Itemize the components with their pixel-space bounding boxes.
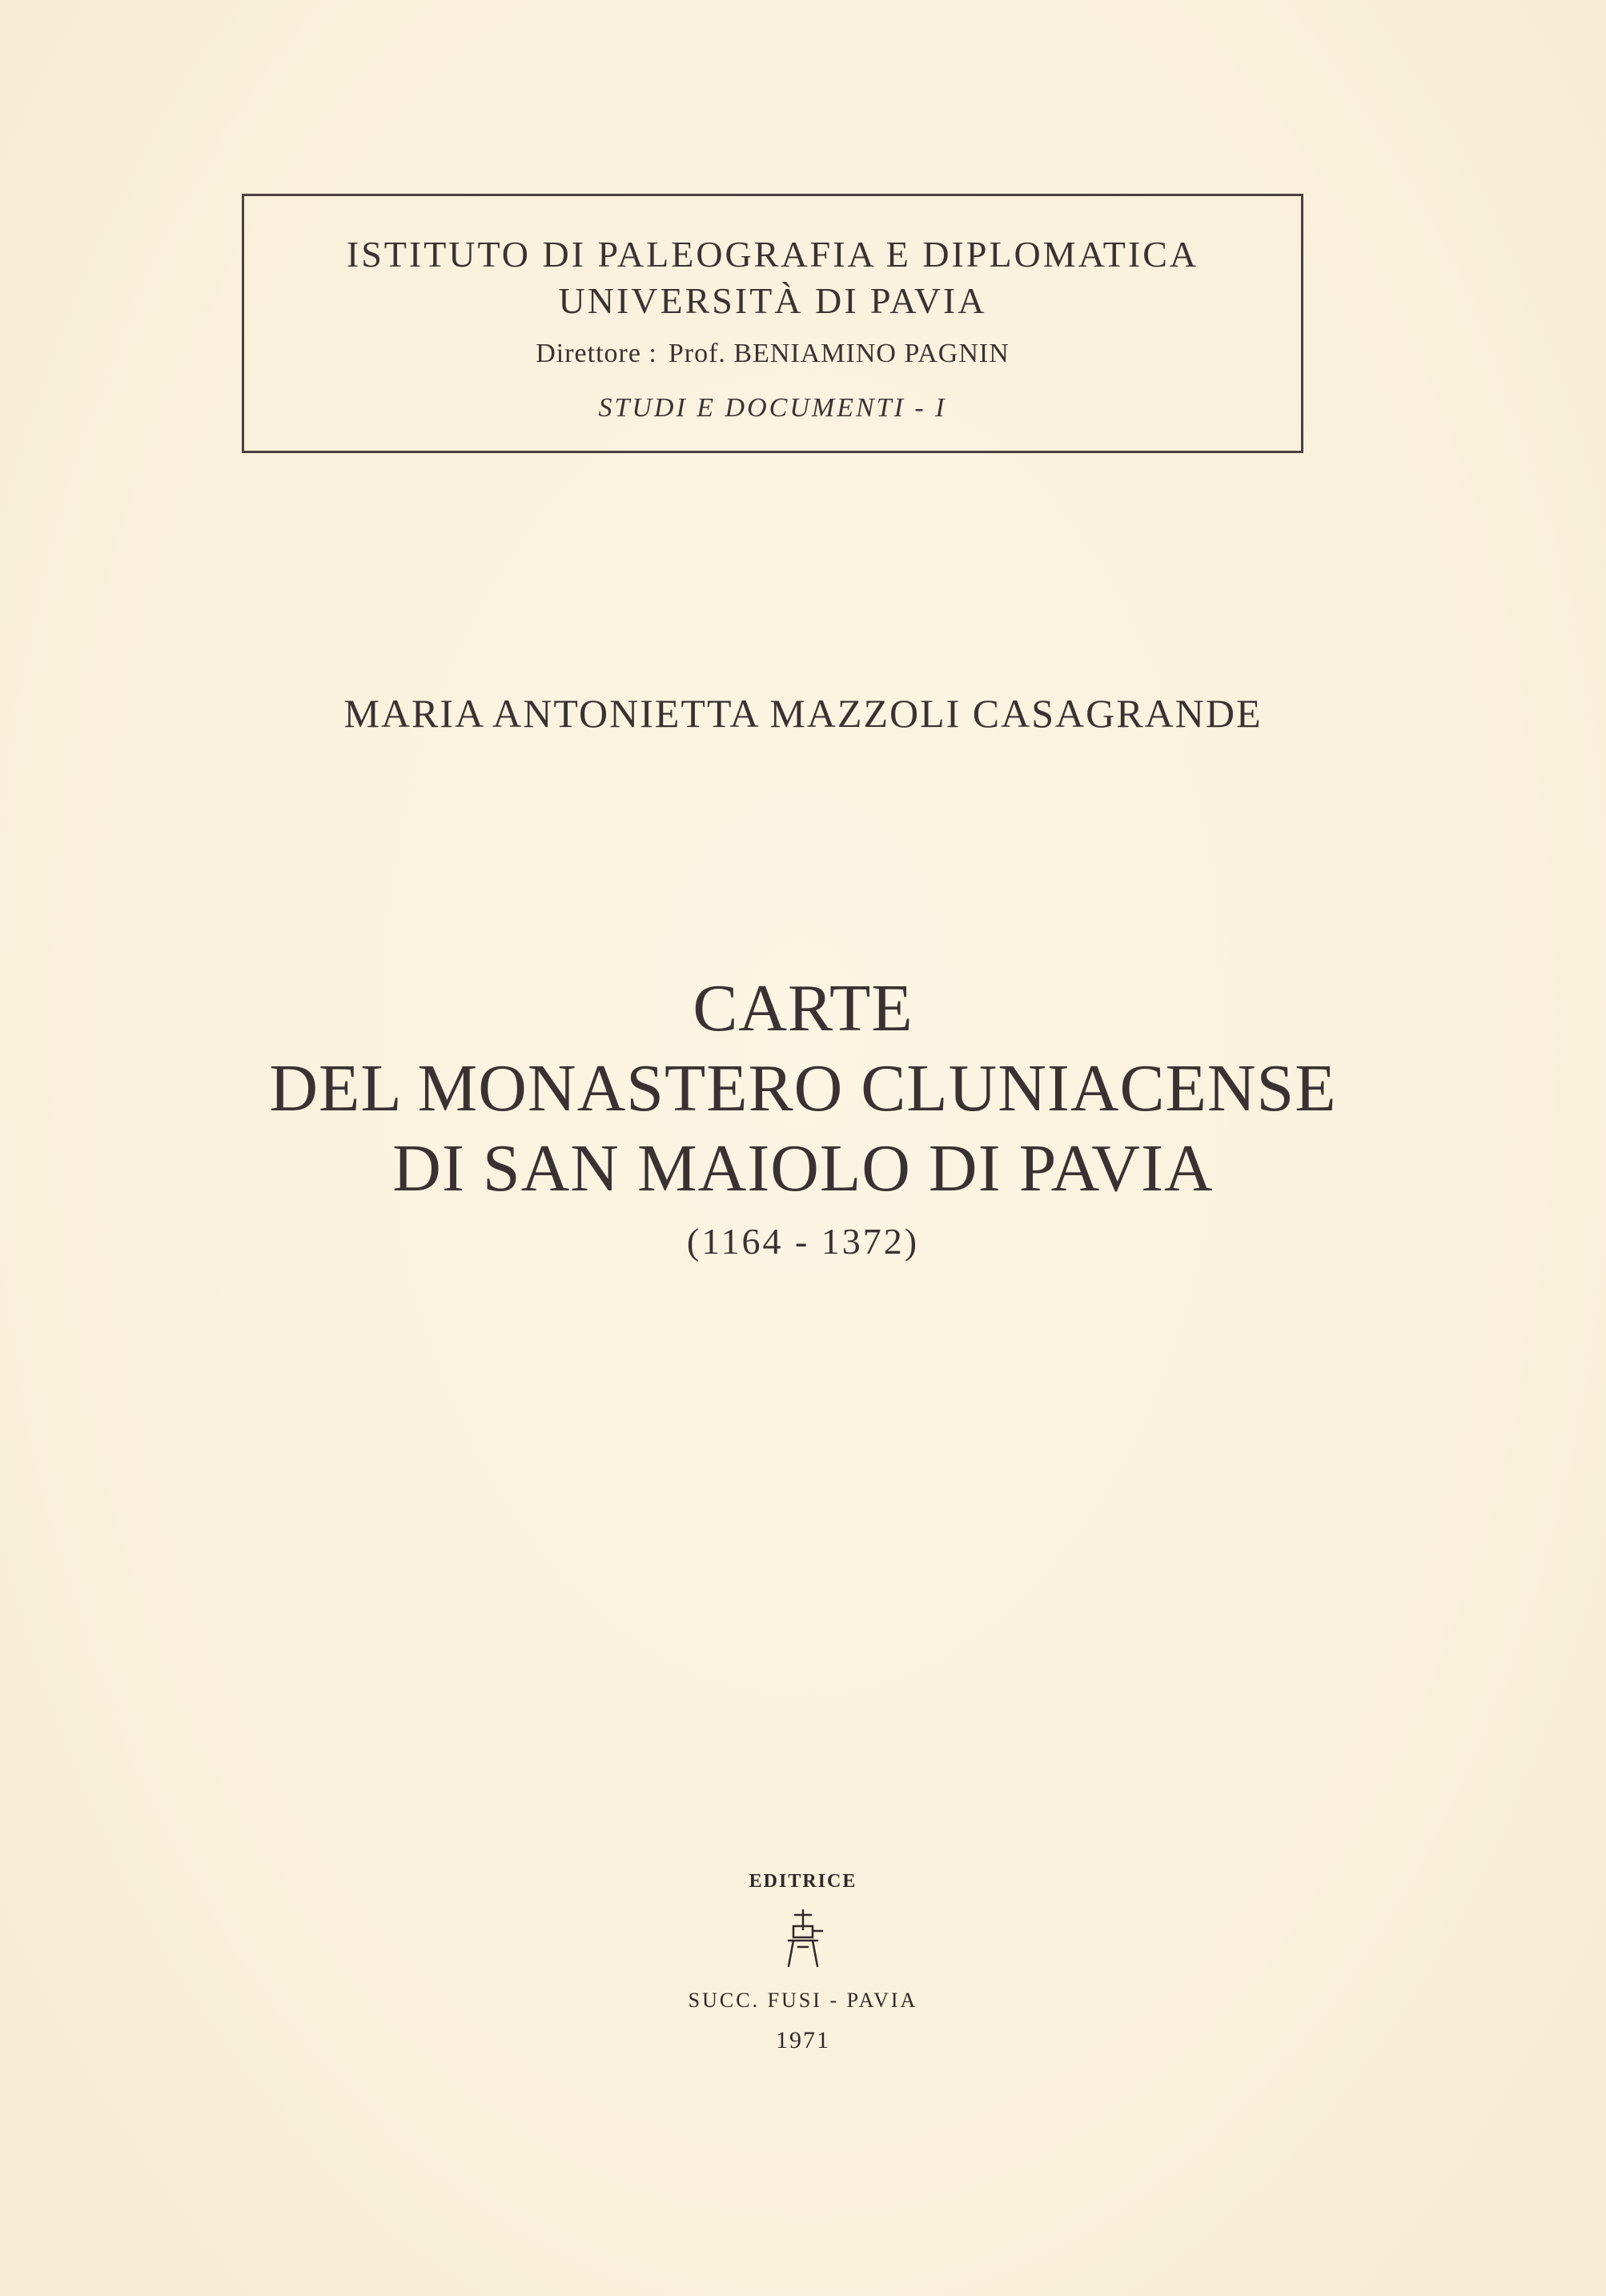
- publisher-block: [0, 1872, 1606, 2053]
- institute-name: ISTITUTO DI PALEOGRAFIA E DIPLOMATICA: [346, 234, 1199, 275]
- title-line-1: CARTE: [693, 971, 913, 1046]
- publication-year: 1971: [776, 2027, 830, 2053]
- publisher-label: EDITRICE: [749, 1871, 857, 1892]
- publisher-name-place: SUCC. FUSI - PAVIA: [688, 1989, 918, 2012]
- title-line-3: DI SAN MAIOLO DI PAVIA: [392, 1131, 1214, 1206]
- title-line-2: DEL MONASTERO CLUNIACENSE: [269, 1051, 1337, 1126]
- author-name: MARIA ANTONIETTA MAZZOLI CASAGRANDE: [343, 691, 1263, 736]
- director-name: Prof. BENIAMINO PAGNIN: [668, 339, 1010, 368]
- institute-header-box: [242, 194, 1303, 453]
- university-name: UNIVERSITÀ DI PAVIA: [558, 280, 987, 321]
- director-line: [244, 340, 1301, 367]
- printing-press-icon: [779, 1907, 827, 1971]
- director-label: Direttore :: [536, 339, 657, 368]
- book-title: [0, 969, 1606, 1260]
- series-title: STUDI E DOCUMENTI - I: [598, 393, 947, 423]
- date-range: (1164 - 1372): [686, 1221, 920, 1262]
